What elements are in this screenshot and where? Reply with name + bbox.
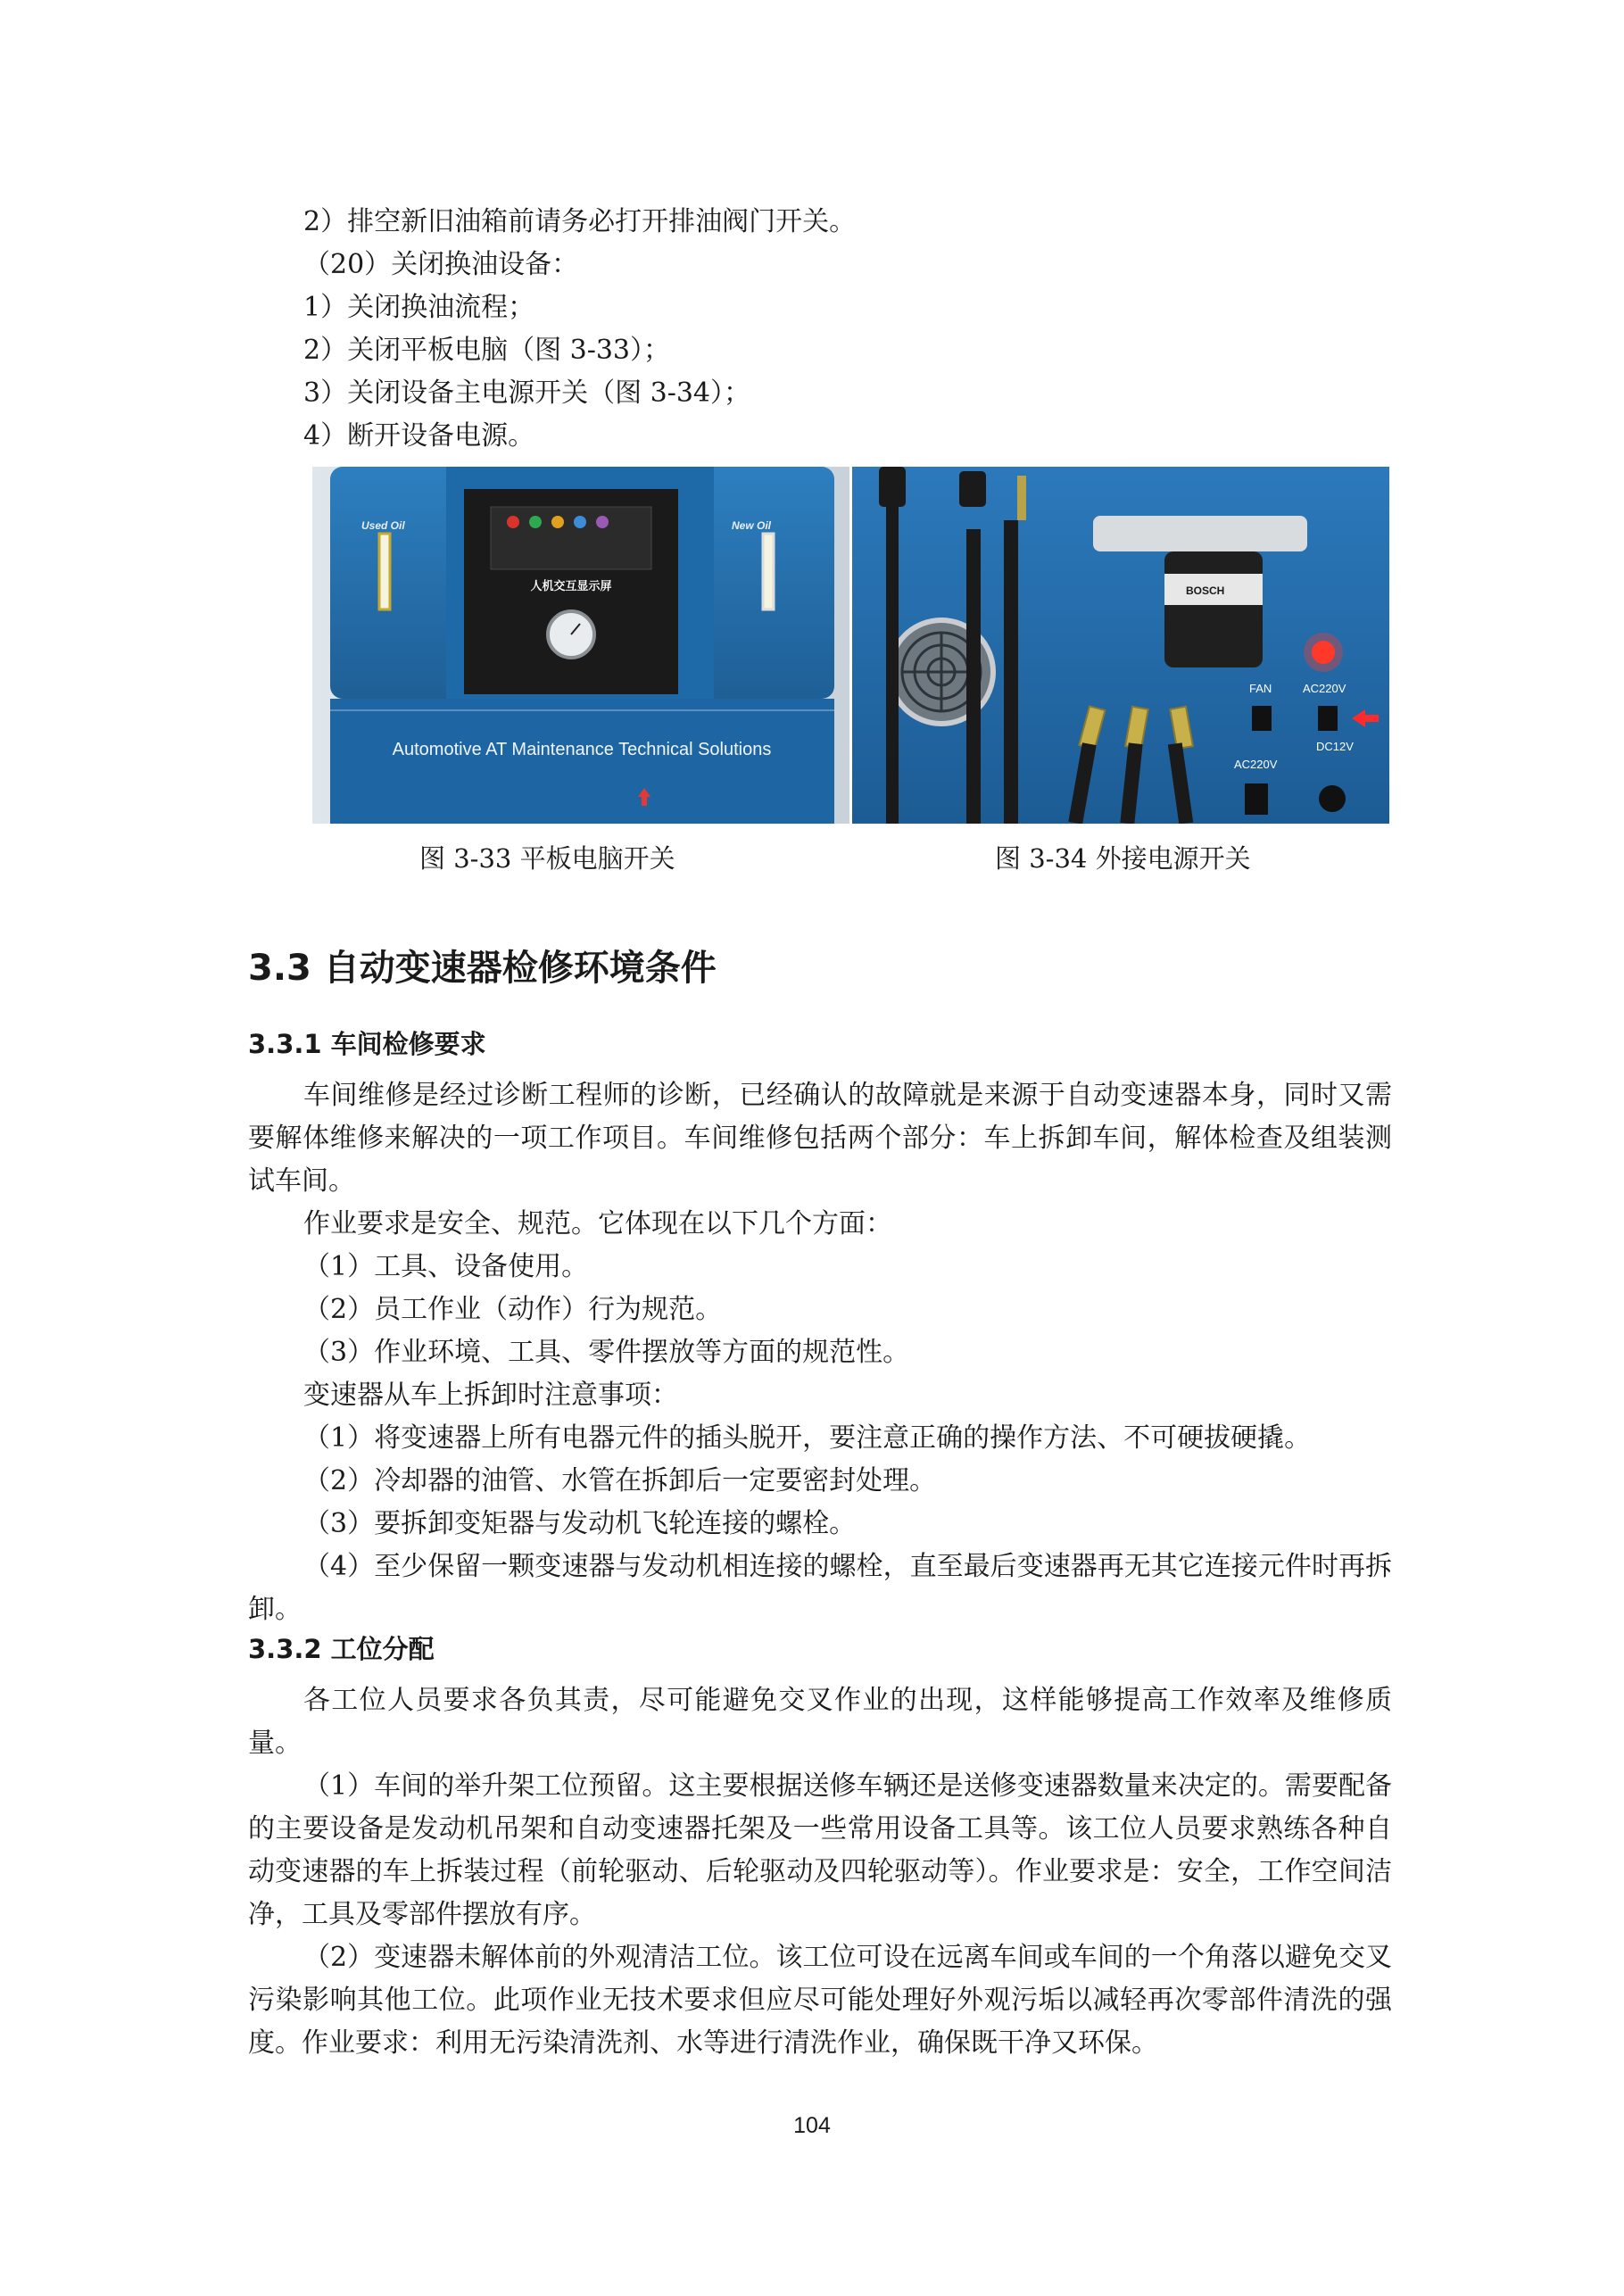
subsection-title-3-3-1: 3.3.1 车间检修要求 — [248, 1029, 486, 1059]
text-line: （2）冷却器的油管、水管在拆卸后一定要密封处理。 — [303, 1465, 937, 1496]
ac220v-label-top: AC220V — [1303, 682, 1346, 695]
used-oil-label: Used Oil — [361, 519, 405, 532]
text-line: （1）将变速器上所有电器元件的插头脱开，要注意正确的操作方法、不可硬拔硬撬。 — [303, 1422, 1312, 1454]
paragraph: 车间维修是经过诊断工程师的诊断，已经确认的故障就是来源于自动变速器本身，同时又需要解体维修来解决的一项工作项目。车间维修包括两个部分：车上拆卸车间，解体检查及组装测试车间。 — [248, 1080, 1392, 1197]
figure-3-34-caption: 图 3-34 外接电源开关 — [995, 843, 1251, 874]
text-line: （3）作业环境、工具、零件摆放等方面的规范性。 — [303, 1337, 910, 1368]
text-line: （20）关闭换油设备： — [303, 249, 579, 280]
figure-3-33-photo — [312, 467, 849, 824]
text-line: （3）要拆卸变矩器与发动机飞轮连接的螺栓。 — [303, 1508, 857, 1539]
banner-text: Automotive AT Maintenance Technical Solutions — [392, 740, 772, 759]
subsection-title-3-3-2: 3.3.2 工位分配 — [248, 1634, 435, 1664]
text-line: （2）员工作业（动作）行为规范。 — [303, 1294, 723, 1325]
bosch-label: BOSCH — [1186, 584, 1225, 597]
page-number: 104 — [793, 2113, 831, 2138]
section-title: 3.3 自动变速器检修环境条件 — [248, 948, 717, 989]
text-line: 作业要求是安全、规范。它体现在以下几个方面： — [303, 1208, 892, 1239]
text-line: 2）关闭平板电脑（图 3-33）； — [303, 335, 671, 366]
text-line: 1）关闭换油流程； — [303, 292, 535, 323]
figure-3-34-photo — [852, 467, 1389, 824]
ac220v-label-bottom: AC220V — [1234, 758, 1278, 771]
dc12v-label: DC12V — [1316, 740, 1354, 753]
new-oil-label: New Oil — [732, 519, 772, 532]
paragraph: （1）车间的举升架工位预留。这主要根据送修车辆还是送修变速器数量来决定的。需要配备的主要设备是发动机吊架和自动变速器托架及一些常用设备工具等。该工位人员要求熟练各种自动变速器的车上拆装过程（前轮驱动、后轮驱动及四轮驱动等）。作业要求是：安全，工作空间洁净，工具及零部件摆放有序。 — [248, 1770, 1392, 1930]
text-line: 3）关闭设备主电源开关（图 3-34）； — [303, 377, 751, 409]
fan-label: FAN — [1249, 682, 1272, 695]
paragraph: （4）至少保留一颗变速器与发动机相连接的螺栓，直至最后变速器再无其它连接元件时再拆卸。 — [248, 1551, 1392, 1625]
paragraph: 各工位人员要求各负其责，尽可能避免交叉作业的出现，这样能够提高工作效率及维修质量。 — [248, 1685, 1392, 1759]
text-line: 4）断开设备电源。 — [303, 420, 535, 452]
text-line: （1）工具、设备使用。 — [303, 1251, 589, 1282]
figure-3-33-caption: 图 3-33 平板电脑开关 — [419, 843, 675, 874]
screen-label: 人机交互显示屏 — [530, 579, 612, 593]
text-line: 2）排空新旧油箱前请务必打开排油阀门开关。 — [303, 206, 857, 237]
paragraph: （2）变速器未解体前的外观清洁工位。该工位可设在远离车间或车间的一个角落以避免交叉污染影响其他工位。此项作业无技术要求但应尽可能处理好外观污垢以减轻再次零部件清洗的强度。作业要求：利用无污染清洗剂、水等进行清洗作业，确保既干净又环保。 — [248, 1942, 1392, 2059]
text-line: 变速器从车上拆卸时注意事项： — [303, 1380, 678, 1411]
